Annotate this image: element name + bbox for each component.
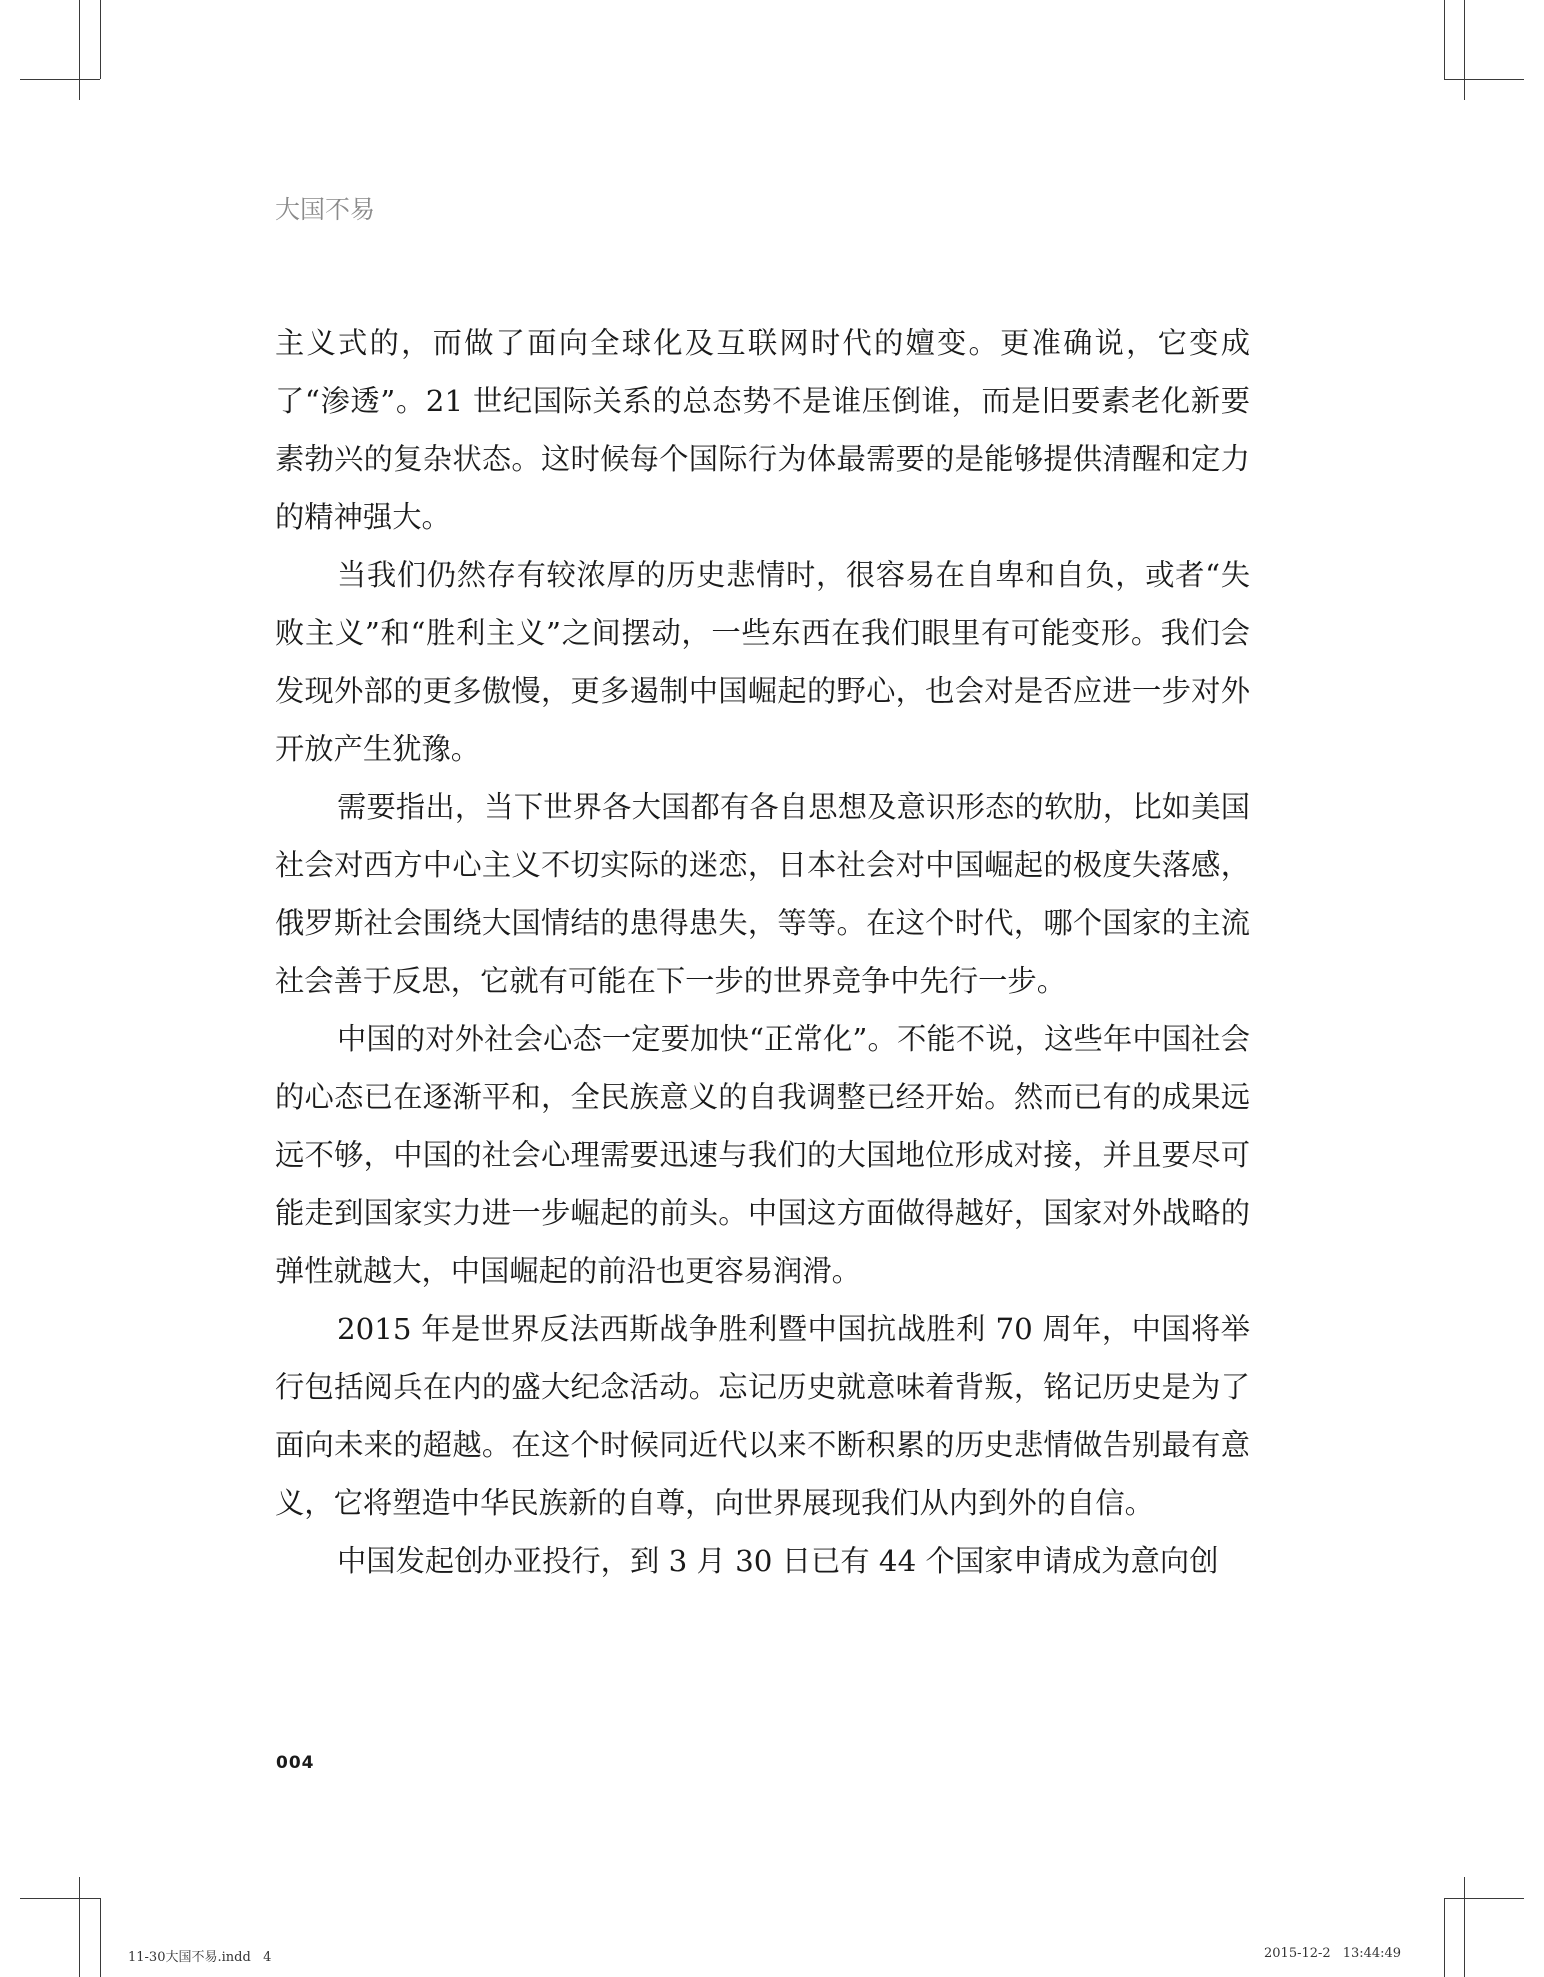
slug-date: 2015-12-2 (1264, 1946, 1331, 1961)
crop-mark-top-right-horizontal (1444, 79, 1524, 80)
paragraph: 中国的对外社会心态一定要加快“正常化”。不能不说，这些年中国社会的心态已在逐渐平和，全民族意义的自我调整已经开始。然而已有的成果远远不够，中国的社会心理需要迅速与我们的大国地位形成对接，并且要尽可能走到国家实力进一步崛起的前头。中国这方面做得越好，国家对外战略的弹性就越大，中国崛起的前沿也更容易润滑。 (275, 1022, 1250, 1288)
crop-mark-top-left-vertical-outer (79, 0, 80, 100)
body-text (275, 314, 1250, 1590)
crop-mark-bottom-right-horizontal (1444, 1898, 1524, 1899)
paragraph: 需要指出，当下世界各大国都有各自思想及意识形态的软肋，比如美国社会对西方中心主义不切实际的迷恋，日本社会对中国崛起的极度失落感，俄罗斯社会围绕大国情结的患得患失，等等。在这个时代，哪个国家的主流社会善于反思，它就有可能在下一步的世界竞争中先行一步。 (275, 790, 1250, 998)
slug-timestamp (1264, 1946, 1401, 1961)
crop-mark-bottom-right-vertical (1444, 1898, 1445, 1977)
running-head: 大国不易 (275, 195, 376, 224)
paragraph: 主义式的，而做了面向全球化及互联网时代的嬗变。更准确说，它变成了“渗透”。21 世纪国际关系的总态势不是谁压倒谁，而是旧要素老化新要素勃兴的复杂状态。这时候每个国际行为体最需要的是能够提供清醒和定力的精神强大。 (275, 326, 1250, 534)
crop-mark-bottom-left-vertical-outer (79, 1877, 80, 1977)
slug-time: 13:44:49 (1342, 1946, 1402, 1961)
crop-mark-top-right-vertical-outer (1464, 0, 1465, 100)
crop-mark-top-left-horizontal (20, 79, 100, 80)
crop-mark-bottom-right-vertical-outer (1464, 1877, 1465, 1977)
crop-mark-top-left-vertical (100, 0, 101, 79)
paragraph: 2015 年是世界反法西斯战争胜利暨中国抗战胜利 70 周年，中国将举行包括阅兵在内的盛大纪念活动。忘记历史就意味着背叛，铭记历史是为了面向未来的超越。在这个时候同近代以来不断积累的历史悲情做告别最有意义，它将塑造中华民族新的自尊，向世界展现我们从内到外的自信。 (275, 1312, 1250, 1520)
paragraph: 当我们仍然存有较浓厚的历史悲情时，很容易在自卑和自负，或者“失败主义”和“胜利主义”之间摆动，一些东西在我们眼里有可能变形。我们会发现外部的更多傲慢，更多遏制中国崛起的野心，也会对是否应进一步对外开放产生犹豫。 (275, 558, 1250, 766)
paragraph: 中国发起创办亚投行，到 3 月 30 日已有 44 个国家申请成为意向创 (337, 1544, 1219, 1578)
crop-mark-bottom-left-horizontal (20, 1898, 100, 1899)
slug-file-name: 11-30大国不易.indd 4 (128, 1950, 272, 1965)
page-number: 004 (276, 1753, 315, 1773)
crop-mark-top-right-vertical (1444, 0, 1445, 79)
crop-mark-bottom-left-vertical (100, 1898, 101, 1977)
